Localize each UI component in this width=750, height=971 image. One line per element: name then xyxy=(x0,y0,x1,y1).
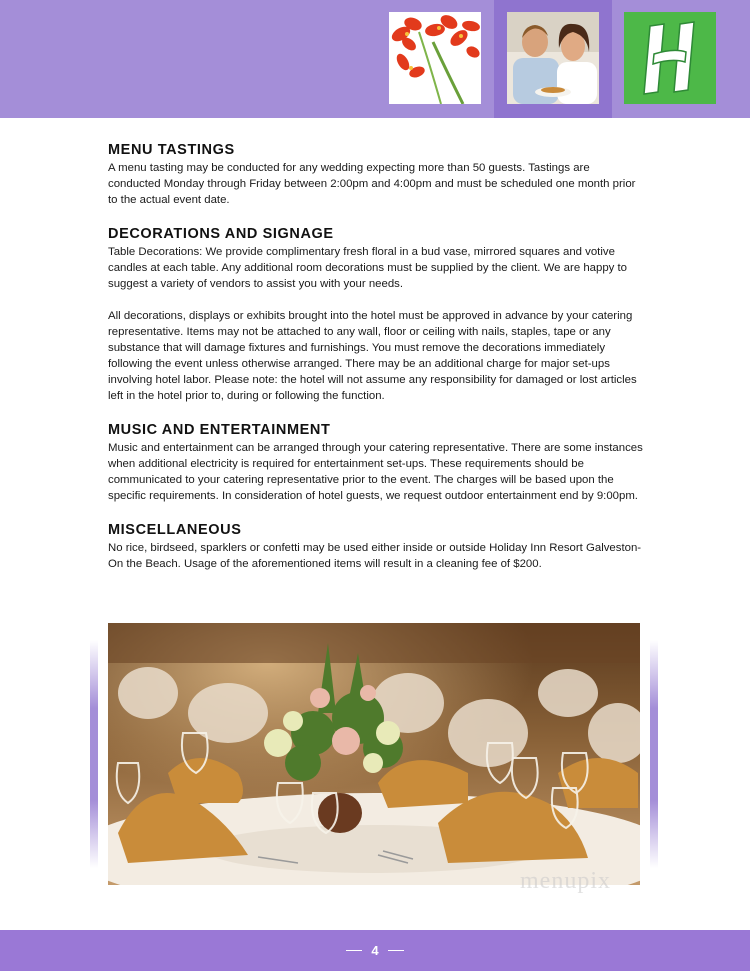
section-heading: DECORATIONS AND SIGNAGE xyxy=(108,226,334,242)
section-paragraph: Music and entertainment can be arranged through your catering representative. There are some instances when additional electricity is required for entertainment set-ups. These requirements should be communicated to your catering representative prior to the event. The charges will be based upon the specific requirements. In consideration of hotel guests, we request outdoor entertainment end by 9:00pm. xyxy=(108,442,643,502)
section-music-and-entertainment xyxy=(108,421,643,504)
couple-dining-photo xyxy=(507,12,599,104)
section-paragraph: A menu tasting may be conducted for any wedding expecting more than 50 guests. Tastings are conducted Monday through Friday between 2:00pm and 4:00pm and must be scheduled one month prior to the actual event date. xyxy=(108,162,636,206)
section-decorations-and-signage xyxy=(108,225,643,404)
section-heading: MISCELLANEOUS xyxy=(108,522,242,538)
document-body xyxy=(108,141,643,589)
section-heading: MUSIC AND ENTERTAINMENT xyxy=(108,422,331,438)
page-number xyxy=(0,930,750,971)
holiday-inn-logo xyxy=(624,12,716,104)
section-paragraph: All decorations, displays or exhibits brought into the hotel must be approved in advance by your catering representative. Items may not be attached to any wall, floor or ceiling with nails, staples, tape or any substance that will damage fixtures and furnishings. You must remove the decorations immediately following the event unless otherwise arranged. There may be an additional charge for major set-ups involving hotel labor. Please note: the hotel will not assume any responsibility for damaged or lost articles left in the hotel prior to, during or following the function. xyxy=(108,310,637,402)
section-paragraph: No rice, birdseed, sparklers or confetti may be used either inside or outside Holiday Inn Resort Galveston-On the Beach. Usage of the aforementioned items will result in a cleaning fee of $200. xyxy=(108,542,642,570)
section-paragraph: Table Decorations: We provide complimentary fresh floral in a bud vase, mirrored squares and votive candles at each table. Any additional room decorations must be supplied by the client. We are happy to suggest a variety of vendors to assist you with your needs. xyxy=(108,246,628,290)
banquet-table-photo xyxy=(108,623,640,885)
section-menu-tastings xyxy=(108,141,643,208)
orchid-flower-photo xyxy=(389,12,481,104)
section-miscellaneous xyxy=(108,521,643,572)
photo-glow-left xyxy=(90,640,98,868)
photo-glow-right xyxy=(650,640,658,868)
page-number-text: 4 xyxy=(371,943,379,958)
dash-right xyxy=(388,950,404,951)
dash-left xyxy=(346,950,362,951)
section-heading: MENU TASTINGS xyxy=(108,142,235,158)
menupix-watermark: menupix xyxy=(520,868,611,894)
